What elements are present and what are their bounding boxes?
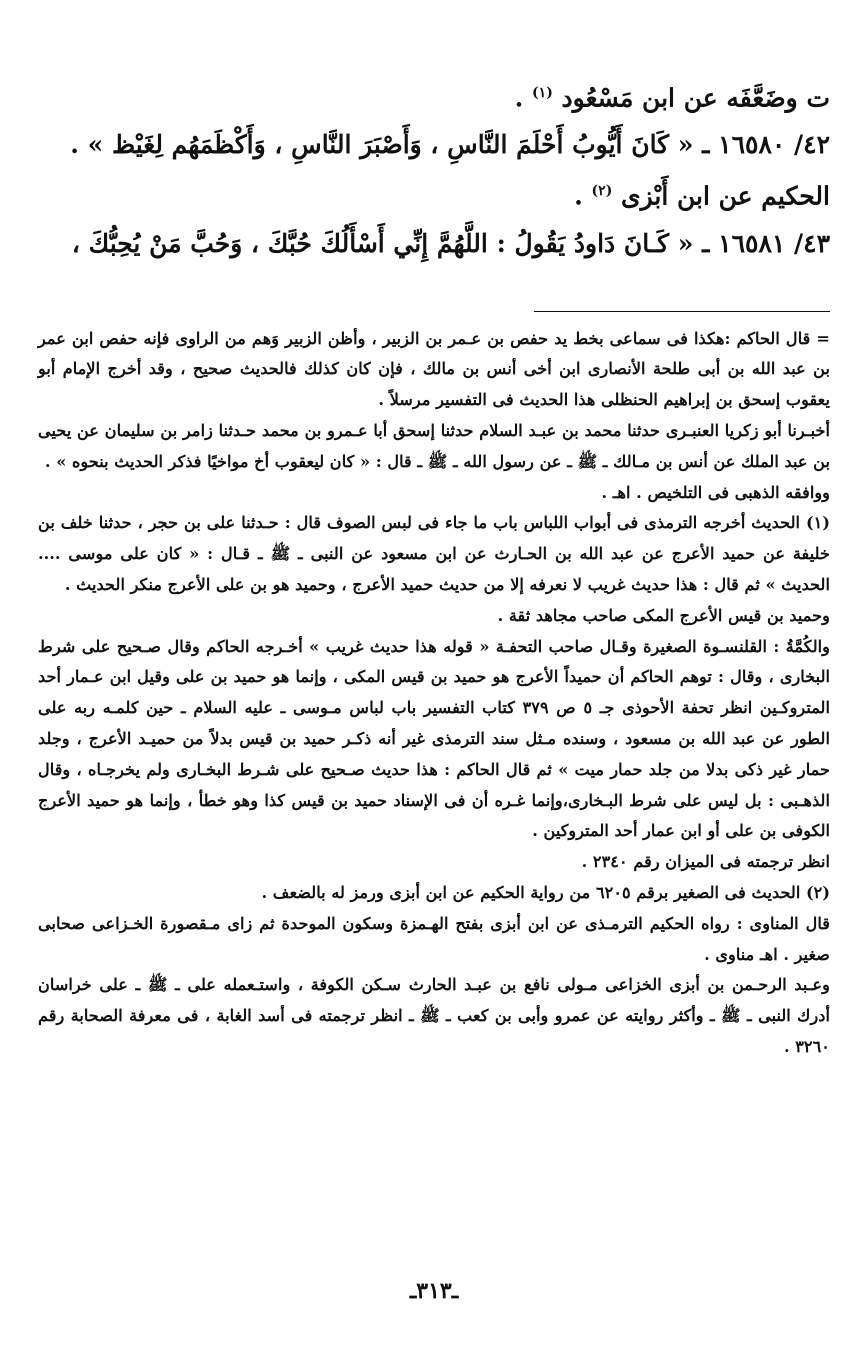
footnote-ref-1: (١) [532,85,553,101]
main-line-1: ت وضَعَّفَه عن ابن مَسْعُود $^{(١)}$ . [514,83,830,113]
footnote-paragraph: وحميد بن قيس الأعرج المكى صاحب مجاهد ثقة . [497,605,830,625]
hadith-42: ٤٢/ ١٦٥٨٠ ـ « كَانَ أَيُّوبُ أَحْلَمَ النَّاسِ ، وَأَصْبَرَ النَّاسِ ، وَأَكْظَمَهُم لِغَيْظ » . [70,130,830,160]
footnote-paragraph: قال المناوى : رواه الحكيم الترمـذى عن ابن أبزى بفتح الهـمزة وسكون الموحدة ثم زاى مـقصورة الخـزاعى صحابى صغير . اهـ مناوى . [38,913,830,964]
main-text-fragment: ت وضَعَّفَه عن ابن مَسْعُود [561,83,830,113]
footnote-paragraph: ووافقه الذهبى فى التلخيص . اهـ . [601,482,830,502]
main-text-fragment: الحكيم عن ابن أَبْزى [621,181,830,211]
footnote-2: (٢) الحديث فى الصغير برقم ٦٢٠٥ من رواية الحكيم عن ابن أبزى ورمز له بالضعف . [261,883,830,902]
footnote-paragraph: أخبـرنا أبو زكريا العنبـرى حدثنا محمد بن عبـد السلام حدثنا إسحق أبا عـمرو بن محمد حـدثنا زامر بن سليمان عن يحيى بن عبد الملك عن أنس بن مـالك ـ ﷺ ـ عن رسول الله ـ ﷺ ـ قال : « كان ليعقوب أخ مواخيًا فذكر الحديث بنحوه » . [38,421,830,471]
footnote-1: (١) الحديث أخرجه الترمذى فى أبواب اللباس باب ما جاء فى لبس الصوف قال : حـدثنا على بن حجر ، حدثنا خلف بن خليفة عن حميد الأعرج عن عبد الله بن الحـارث عن ابن مسعود عن النبى ـ ﷺ ـ قـال : « كان على موسى .... الحديث » ثم قال : هذا حديث غريب لا نعرفه إلا من حديث حميد الأعرج ، وحميد هو بن على الأعرج منكر الحديث . [38,513,830,595]
hadith-43: ٤٣/ ١٦٥٨١ ـ « كَـانَ دَاودُ يَقُولُ : اللَّهُمَّ إِنِّي أَسْأَلُكَ حُبَّكَ ، وَحُبَّ مَنْ يُحِبُّكَ ، [71,228,830,258]
footnote-paragraph: وعـبد الرحـمن بن أبزى الخزاعى مـولى نافع بن عبـد الحارث سـكن الكوفة ، واستـعمله على ـ ﷺ ـ على خراسان أدرك النبى ـ ﷺ ـ وأكثر روايته عن عمرو وأبى بن كعب ـ ﷺ ـ انظر ترجمته فى أسد الغابة ، فى معرفة الصحابة رقم ٣٢٦٠ . [38,975,830,1056]
footnote-paragraph: والكُمَّةُ : القلنسـوة الصغيرة وقـال صاحب التحفـة « قوله هذا حديث غريب » أخـرجه الحاكم وقال صـحيح على شرط البخارى ، وقال : توهم الحاكم أن حميداً الأعرج هو حميد بن قيس المكى ، وإنما هو حميد بن على وقيل ابن عـمار أحد المتروكـين انظر تحفة الأحوذى جـ ٥ ص ٣٧٩ كتاب التفسير باب لباس مـوسى ـ عليه السلام ـ حين كلمـه ربه على الطور عن عبد الله بن مسعود ، وسنده مـثل سند الترمذى غير أنه ذكـر حميد بن قيس بدلاً من حميـد الأعرج ، وجلد حمار غير ذكى بدلا من جلد حمار ميت » ثم قال الحاكم : هذا حديث صـحيح على شـرط البخـارى ولم يخرجـاه ، وقال الذهـبى : بل ليس على شرط البـخارى،وإنما غـره أن فى الإسناد حميد بن قيس كذا وهو خطأ ، وإنما هو حميد الأعرج الكوفى بن على أو ابن عمار أحد المتروكين . [38,636,830,841]
footnote-ref-2: (٢) [591,183,613,200]
footnote-paragraph: = قال الحاكم :هكذا فى سماعى بخط يد حفص بن عـمر بن الزبير ، وأظن الزبير وَهم من الراوى فإنه حفص ابن عمر بن عبد الله بن أبى طلحة الأنصارى ابن أخى أنس بن مالك ، فإن كان كذلك فالحديث صحيح ، وقد أخرج الإمام أبو يعقوب إسحق بن إبراهيم الحنظلى هذا الحديث فى التفسير مرسلاً . [38,328,830,410]
footnote-paragraph: انظر ترجمته فى الميزان رقم ٢٣٤٠ . [581,852,830,872]
footnote-separator [534,311,830,312]
page-number: ـ٣١٣ـ [409,1278,459,1304]
footnotes [38,324,830,1063]
main-line-3: الحكيم عن ابن أَبْزى $^{(٢)}$ . [574,181,830,211]
